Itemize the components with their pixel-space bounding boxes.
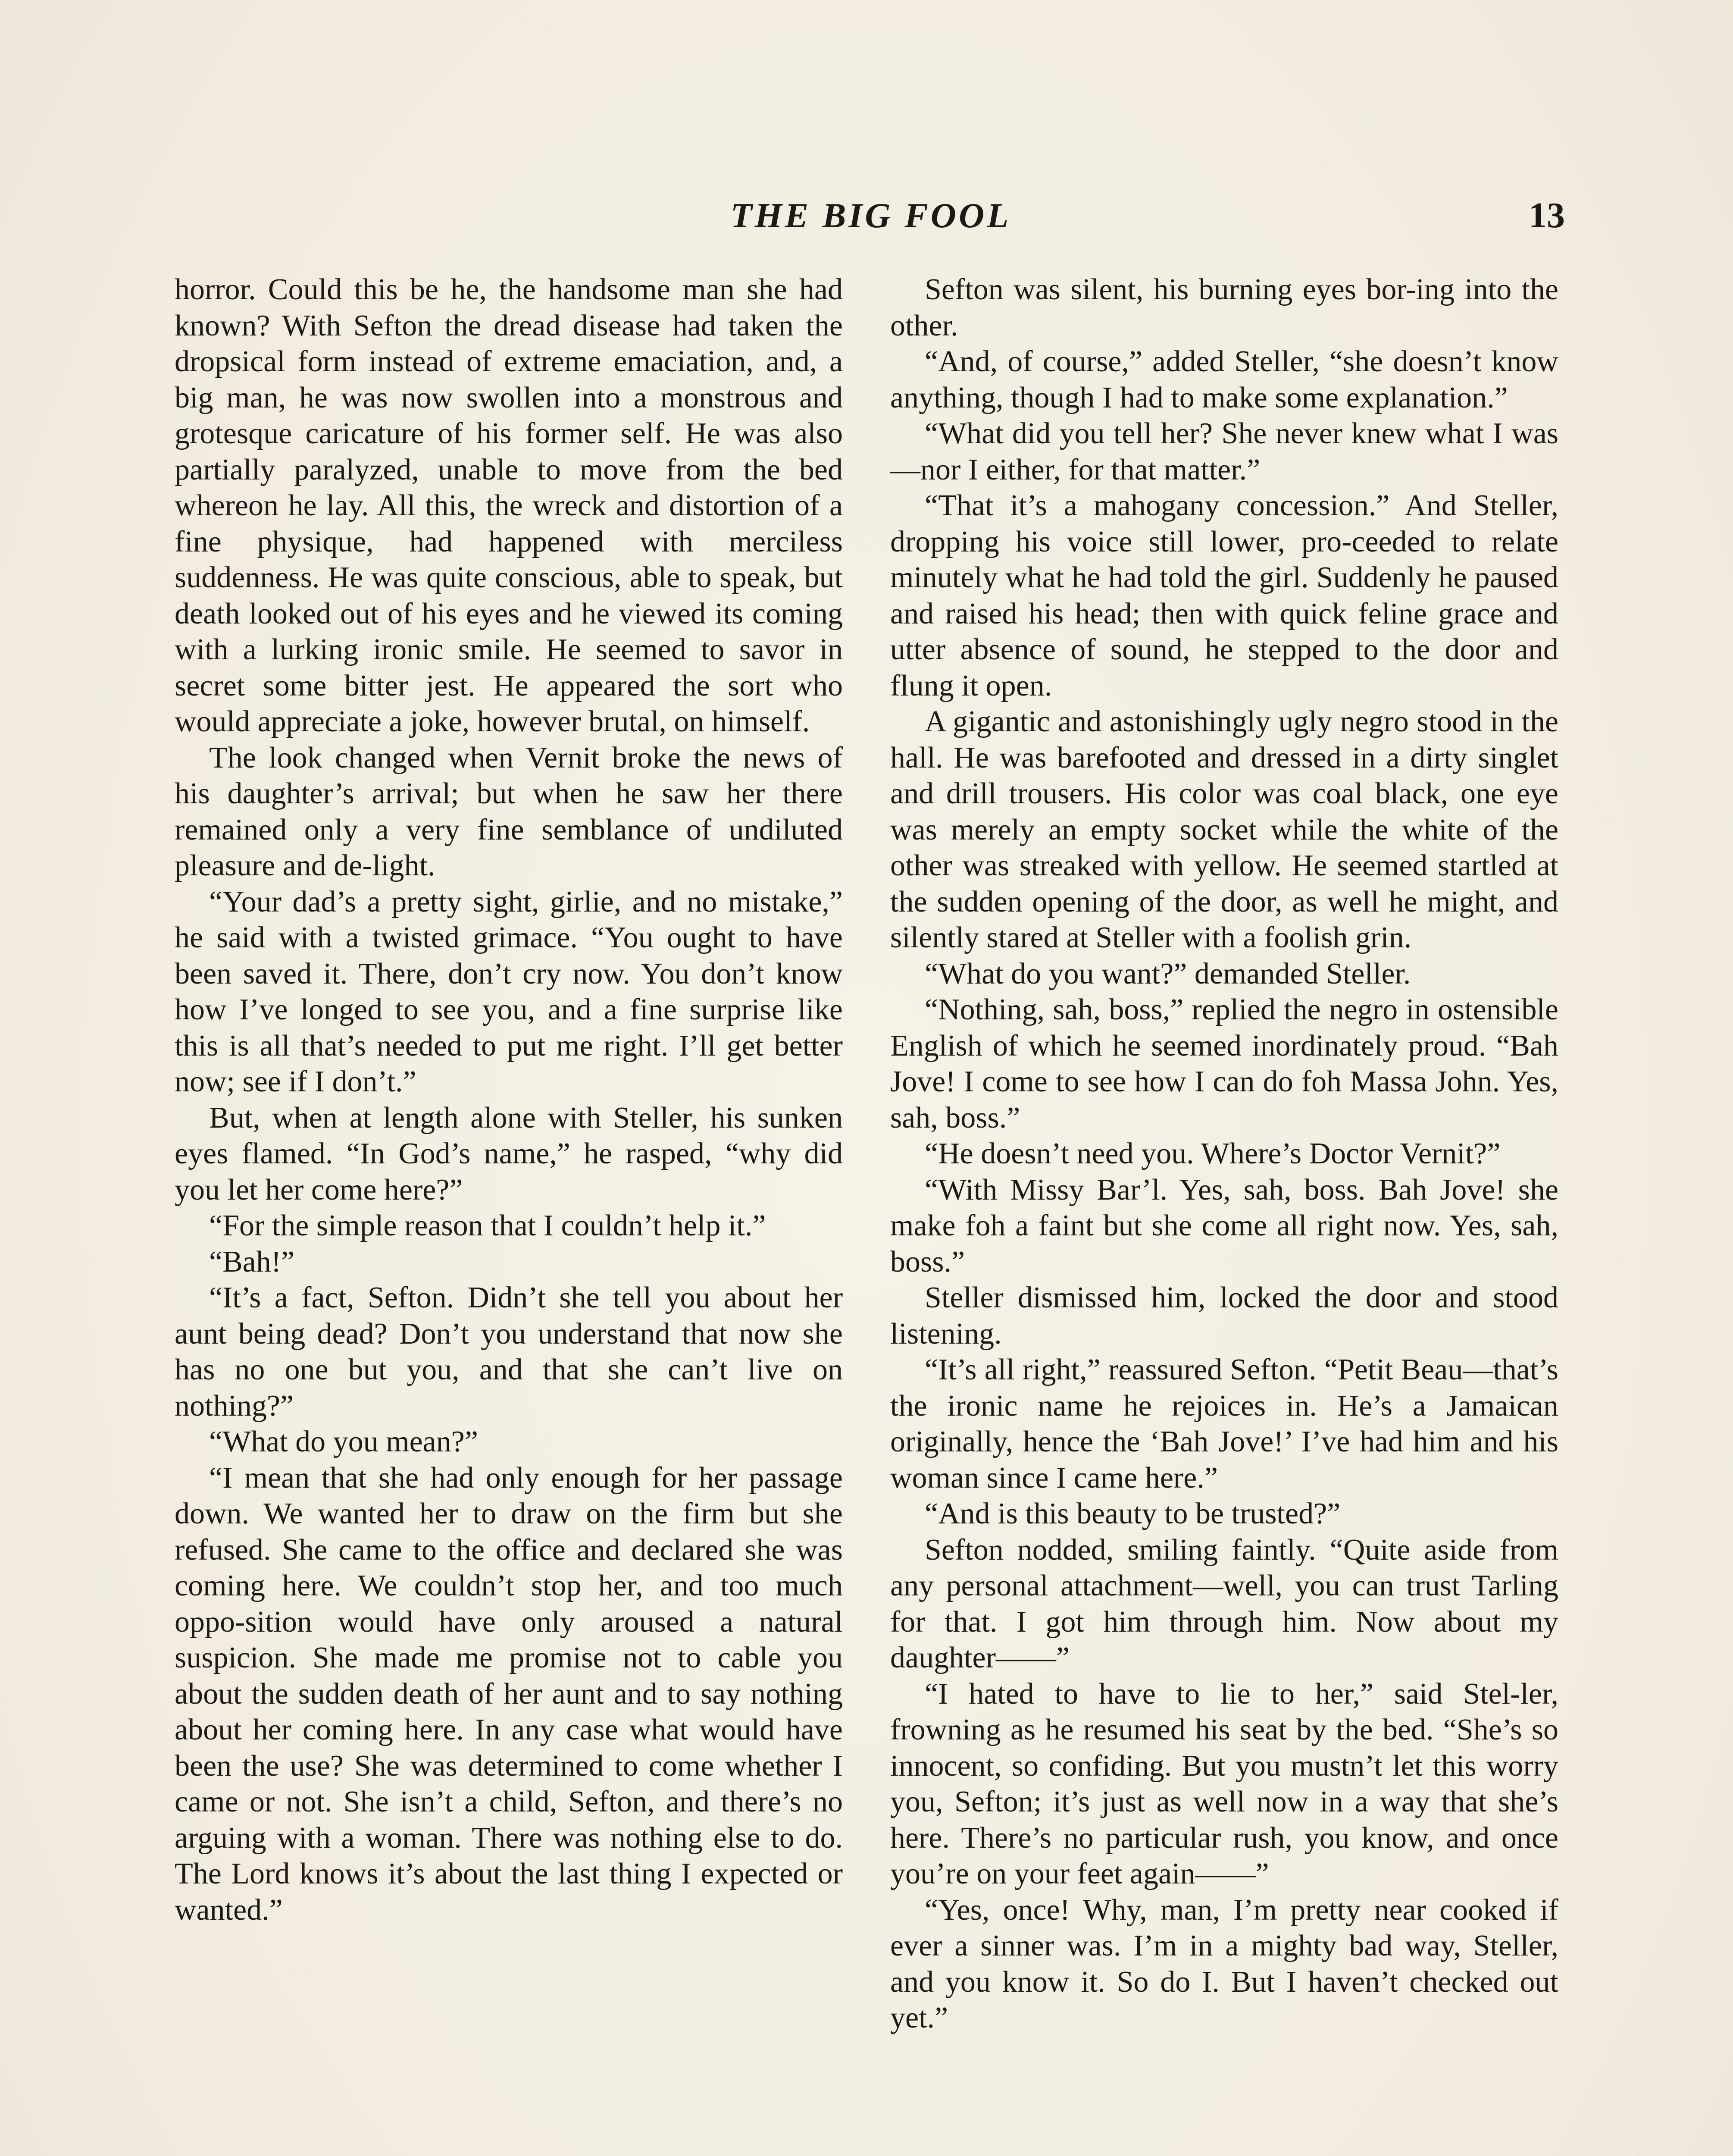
paragraph: “I mean that she had only enough for her passage down. We wanted her to draw on the firm but she refused. She came to the office and declared she was coming here. We couldn’t stop her, and too much oppo-sition would have only aroused a natural suspicion. She made me promise not to cable you about the sudden death of her aunt and to say nothing about her coming here. In any case what would have been the use? She was determined to come whether I came or not. She isn’t a child, Sefton, and there’s no arguing with a woman. There was nothing else to do. The Lord knows it’s about the last thing I expected or wanted.” xyxy=(175,1461,843,1927)
paragraph: “Your dad’s a pretty sight, girlie, and no mistake,” he said with a twisted grimace. “You ought to have been saved it. There, don’t cry now. You don’t know how I’ve longed to see you, and a fine surprise like this is all that’s needed to put me right. I’ll get better now; see if I don’t.” xyxy=(175,885,843,1098)
paragraph: “Nothing, sah, boss,” replied the negro in ostensible English of which he seemed inordinately proud. “Bah Jove! I come to see how I can do foh Massa John. Yes, sah, boss.” xyxy=(890,993,1558,1134)
paragraph: “He doesn’t need you. Where’s Doctor Vernit?” xyxy=(925,1137,1501,1170)
paragraph: Sefton nodded, smiling faintly. “Quite aside from any personal attachment—well, you can trust Tarling for that. I got him through him. Now about my daughter——” xyxy=(890,1533,1558,1674)
paragraph: Steller dismissed him, locked the door and stood listening. xyxy=(890,1281,1558,1351)
paragraph: “For the simple reason that I couldn’t help it.” xyxy=(209,1209,766,1242)
paragraph: “What do you mean?” xyxy=(209,1425,478,1458)
paragraph: The look changed when Vernit broke the news of his daughter’s arrival; but when he saw her there remained only a very fine semblance of undiluted pleasure and de-light. xyxy=(175,741,843,882)
paragraph: “It’s a fact, Sefton. Didn’t she tell you about her aunt being dead? Don’t you understand that now she has no one but you, and that she can’t live on nothing?” xyxy=(175,1281,843,1423)
paragraph: “Yes, once! Why, man, I’m pretty near cooked if ever a sinner was. I’m in a mighty bad way, Steller, and you know it. So do I. But I haven’t checked out yet.” xyxy=(890,1893,1558,2034)
paragraph: But, when at length alone with Steller, his sunken eyes flamed. “In God’s name,” he rasped, “why did you let her come here?” xyxy=(175,1101,843,1206)
paragraph: “What did you tell her? She never knew what I was—nor I either, for that matter.” xyxy=(890,417,1558,486)
paragraph: “It’s all right,” reassured Sefton. “Petit Beau—that’s the ironic name he rejoices in. He’s a Jamaican originally, hence the ‘Bah Jove!’ I’ve had him and his woman since I came here.” xyxy=(890,1353,1558,1495)
paragraph: A gigantic and astonishingly ugly negro stood in the hall. He was barefooted and dressed in a dirty singlet and drill trousers. His color was coal black, one eye was merely an empty socket while the white of the other was streaked with yellow. He seemed startled at the sudden opening of the door, as well he might, and silently stared at Steller with a foolish grin. xyxy=(890,705,1558,954)
paragraph: “And is this beauty to be trusted?” xyxy=(925,1497,1341,1530)
page-number: 13 xyxy=(1529,195,1565,235)
paragraph: “I hated to have to lie to her,” said Stel-ler, frowning as he resumed his seat by the bed. “She’s so innocent, so confiding. But you mustn’t let this worry you, Sefton; it’s just as well now in a way that she’s here. There’s no particular rush, you know, and once you’re on your feet again——” xyxy=(890,1677,1558,1890)
paragraph: “With Missy Bar’l. Yes, sah, boss. Bah Jove! she make foh a faint but she come all right now. Yes, sah, boss.” xyxy=(890,1173,1558,1279)
paragraph: “Bah!” xyxy=(209,1245,295,1279)
left-column xyxy=(175,272,843,1928)
paragraph: Sefton was silent, his burning eyes bor-ing into the other. xyxy=(890,273,1558,342)
paragraph: horror. Could this be he, the handsome man she had known? With Sefton the dread disease had taken the dropsical form instead of extreme emaciation, and, a big man, he was now swollen into a monstrous and grotesque caricature of his former self. He was also partially paralyzed, unable to move from the bed whereon he lay. All this, the wreck and distortion of a fine physique, had happened with merciless suddenness. He was quite conscious, able to speak, but death looked out of his eyes and he viewed its coming with a lurking ironic smile. He seemed to savor in secret some bitter jest. He appeared the sort who would appreciate a joke, however brutal, on himself. xyxy=(175,273,843,738)
paragraph: “And, of course,” added Steller, “she doesn’t know anything, though I had to make some explanation.” xyxy=(890,345,1558,414)
paragraph: “That it’s a mahogany concession.” And Steller, dropping his voice still lower, pro-ceeded to relate minutely what he had told the girl. Suddenly he paused and raised his head; then with quick feline grace and utter absence of sound, he stepped to the door and flung it open. xyxy=(890,489,1558,702)
right-column xyxy=(890,272,1558,2036)
running-title: THE BIG FOOL xyxy=(730,196,1011,235)
running-header xyxy=(177,190,1565,241)
paragraph: “What do you want?” demanded Steller. xyxy=(925,957,1411,990)
